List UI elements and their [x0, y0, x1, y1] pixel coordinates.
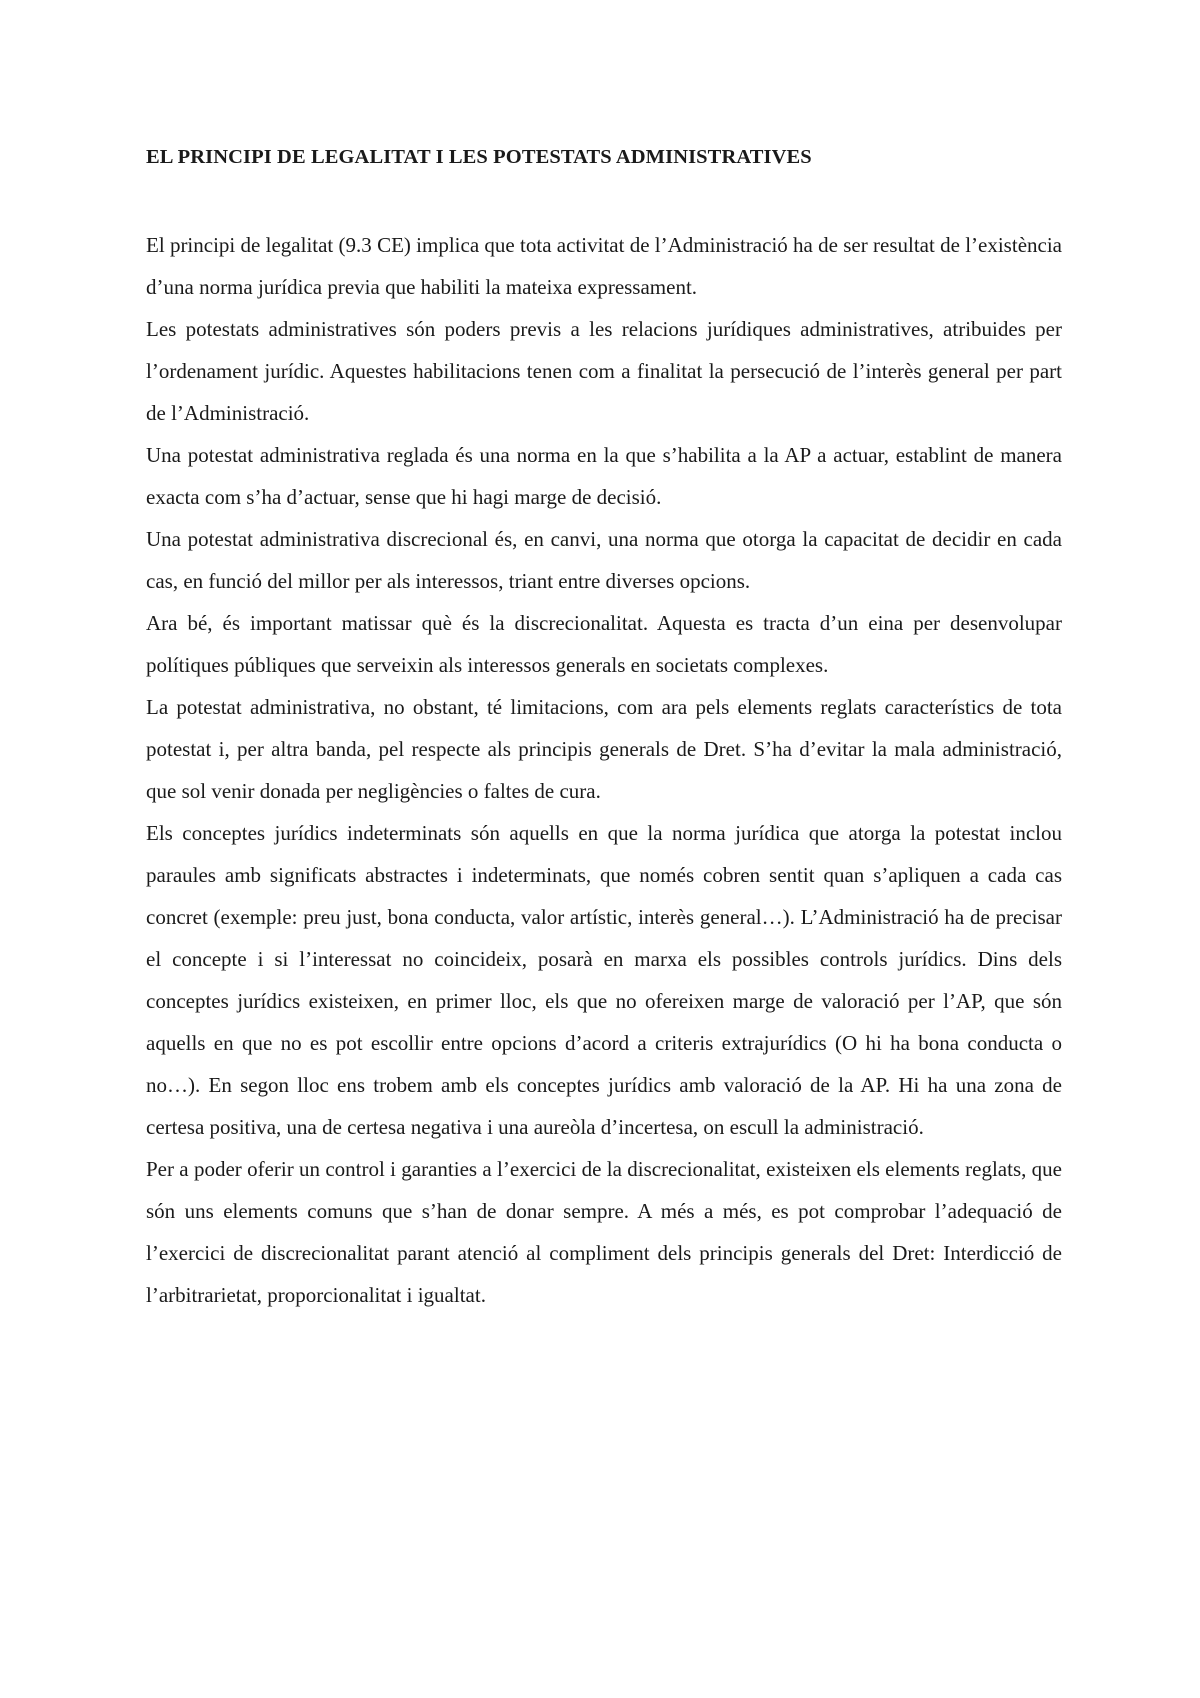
paragraph-controls-guarantees: Per a poder oferir un control i garanties a l’exercici de la discrecionalitat, existeixen els elements reglats, que són uns elements comuns que s’han de donar sempre. A més a més, es pot comprobar l’adequació de l’exercici de discrecionalitat parant atenció al compliment dels principis generals del Dret: Interdicció de l’arbitrarietat, proporcionalitat i igualtat.: [146, 1157, 1062, 1307]
paragraph-legality-principle: El principi de legalitat (9.3 CE) implica que tota activitat de l’Administració ha de ser resultat de l’existència d’una norma jurídica previa que habiliti la mateixa expressament.: [146, 233, 1062, 299]
paragraph-indeterminate-concepts: Els conceptes jurídics indeterminats són aquells en que la norma jurídica que atorga la potestat inclou paraules amb significats abstractes i indeterminats, que només cobren sentit quan s’apliquen a cada cas concret (exemple: preu just, bona conducta, valor artístic, interès general…). L’Administració ha de precisar el concepte i si l’interessat no coincideix, posarà en marxa els possibles controls jurídics. Dins dels conceptes jurídics existeixen, en primer lloc, els que no ofereixen marge de valoració per l’AP, que són aquells en que no es pot escollir entre opcions d’acord a criteris extrajurídics (O hi ha bona conducta o no…). En segon lloc ens trobem amb els conceptes jurídics amb valoració de la AP. Hi ha una zona de certesa positiva, una de certesa negativa i una aureòla d’incertesa, on escull la administració.: [146, 821, 1062, 1139]
paragraph-regulated-power: Una potestat administrativa reglada és una norma en la que s’habilita a la AP a actuar, establint de manera exacta com s’ha d’actuar, sense que hi hagi marge de decisió.: [146, 443, 1062, 509]
paragraph-discretionary-power: Una potestat administrativa discrecional és, en canvi, una norma que otorga la capacitat de decidir en cada cas, en funció del millor per als interessos, triant entre diverses opcions.: [146, 527, 1062, 593]
paragraph-limitations: La potestat administrativa, no obstant, té limitacions, com ara pels elements reglats característics de tota potestat i, per altra banda, pel respecte als principis generals de Dret. S’ha d’evitar la mala administració, que sol venir donada per negligències o faltes de cura.: [146, 695, 1062, 803]
document-title: EL PRINCIPI DE LEGALITAT I LES POTESTATS ADMINISTRATIVES: [146, 146, 812, 168]
paragraph-discretionality: Ara bé, és important matissar què és la discrecionalitat. Aquesta es tracta d’un eina per desenvolupar polítiques públiques que serveixin als interessos generals en societats complexes.: [146, 611, 1062, 677]
document-body: [146, 143, 1062, 1316]
paragraph-administrative-powers: Les potestats administratives són poders previs a les relacions jurídiques administratives, atribuides per l’ordenament jurídic. Aquestes habilitacions tenen com a finalitat la persecució de l’interès general per part de l’Administració.: [146, 317, 1062, 425]
